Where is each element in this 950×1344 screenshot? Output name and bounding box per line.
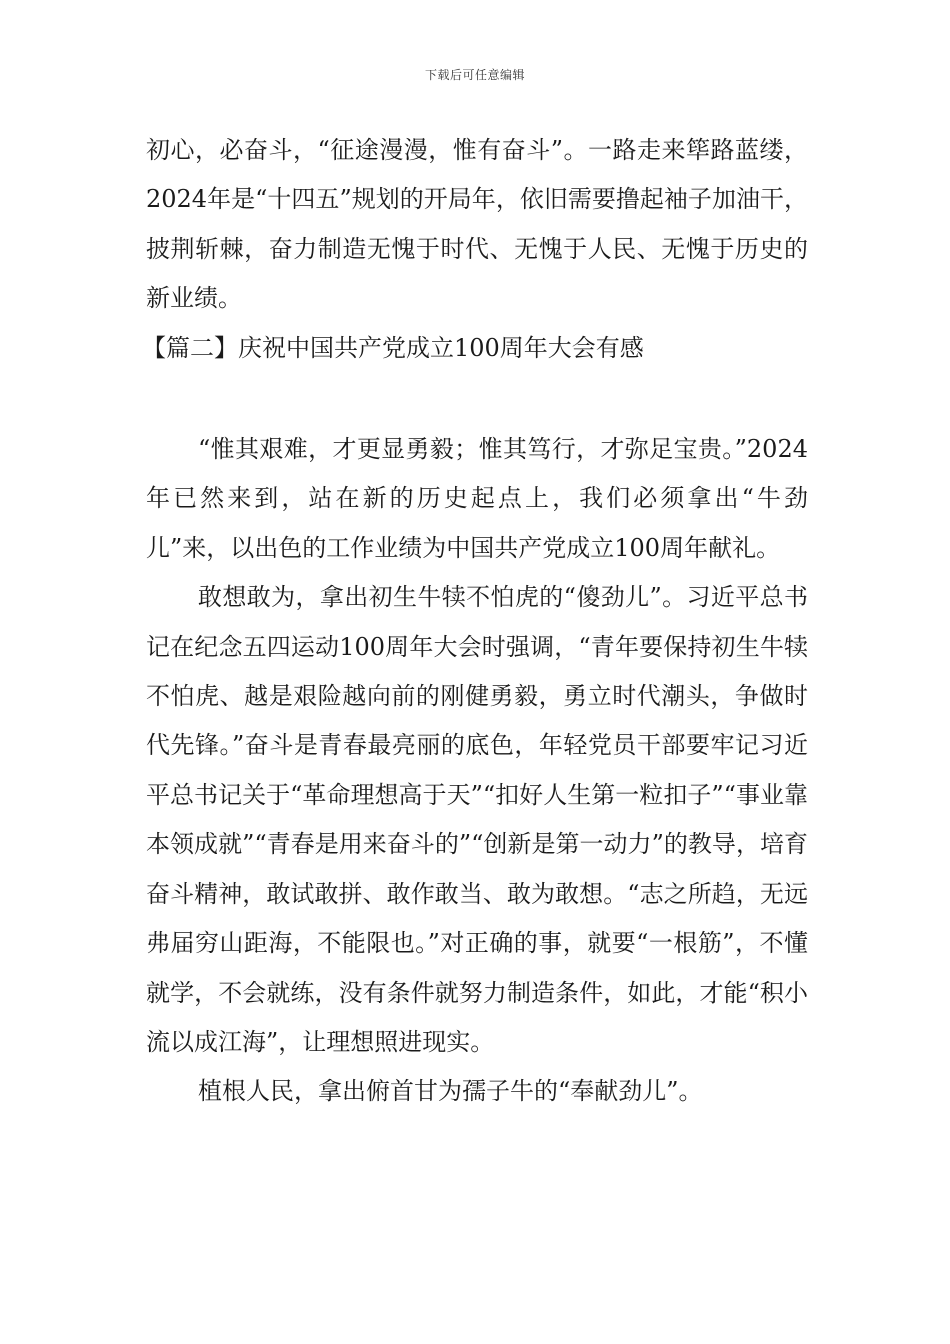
document-body xyxy=(142,126,808,1117)
section-title: 【篇二】庆祝中国共产党成立100周年大会有感 xyxy=(142,333,644,362)
paragraph-3: 植根人民，拿出俯首甘为孺子牛的“奉献劲儿”。 xyxy=(198,1077,703,1106)
paragraph-continued: 初心，必奋斗，“征途漫漫，惟有奋斗”。一路走来筚路蓝缕，2024年是“十四五”规划的开局年，依旧需要撸起袖子加油干，披荆斩棘，奋力制造无愧于时代、无愧于人民、无愧于历史的新业绩。 xyxy=(146,136,808,313)
page-header-note: 下载后可任意编辑 xyxy=(424,68,525,82)
blank-line xyxy=(146,373,808,425)
paragraph-2: 敢想敢为，拿出初生牛犊不怕虎的“傻劲儿”。习近平总书记在纪念五四运动100周年大会时强调，“青年要保持初生牛犊不怕虎、越是艰险越向前的刚健勇毅，勇立时代潮头，争做时代先锋。”奋斗是青春最亮丽的底色，年轻党员干部要牢记习近平总书记关于“革命理想高于天”“扣好人生第一粒扣子”“事业靠本领成就”“青春是用来奋斗的”“创新是第一动力”的教导，培育奋斗精神，敢试敢拼、敢作敢当、敢为敢想。“志之所趋，无远弗届穷山距海，不能限也。”对正确的事，就要“一根筋”，不懂就学，不会就练，没有条件就努力制造条件，如此，才能“积小流以成江海”，让理想照进现实。 xyxy=(146,583,808,1056)
paragraph-1: “惟其艰难，才更显勇毅；惟其笃行，才弥足宝贵。”2024年已然来到，站在新的历史起点上，我们必须拿出“牛劲儿”来，以出色的工作业绩为中国共产党成立100周年献礼。 xyxy=(146,435,808,562)
